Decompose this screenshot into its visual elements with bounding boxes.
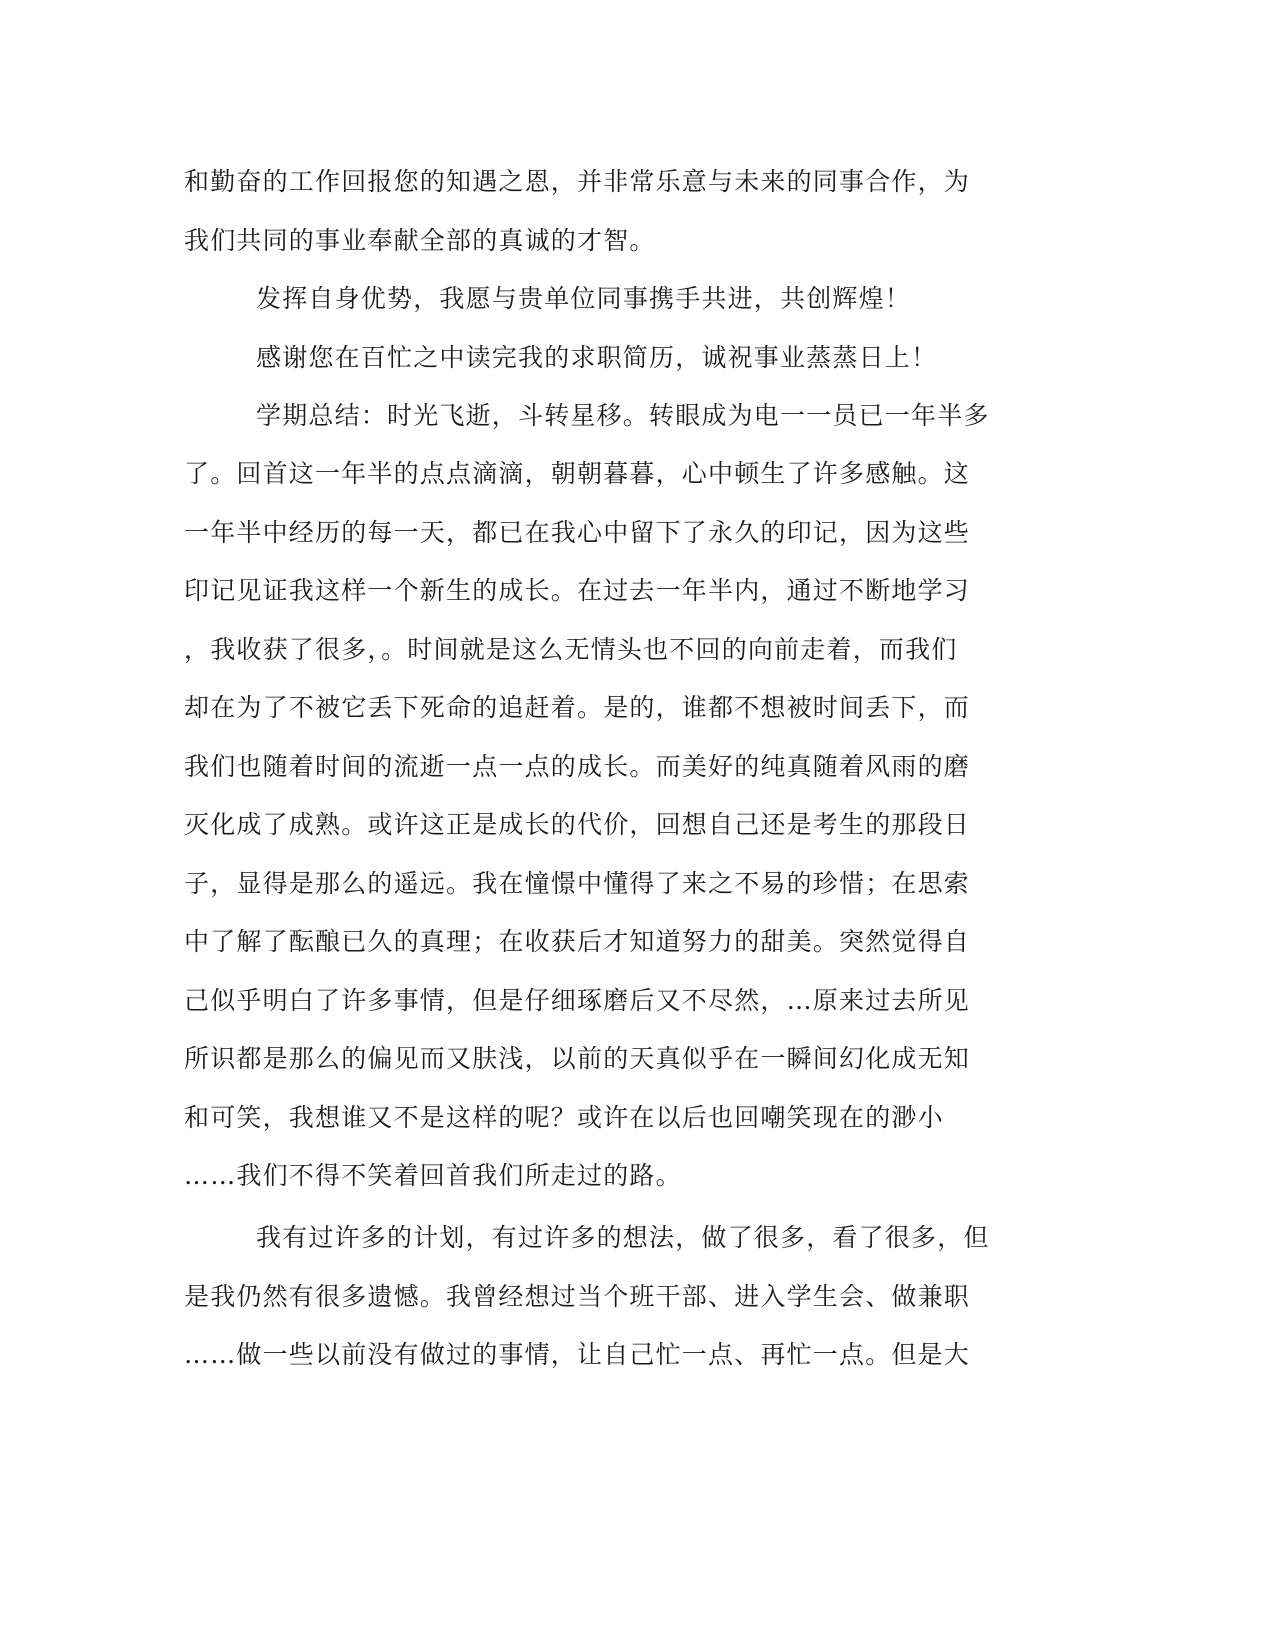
text-line: 我们共同的事业奉献全部的真诚的才智。 — [184, 226, 656, 255]
text-line: 子，显得是那么的遥远。我在憧憬中懂得了来之不易的珍惜；在思索 — [184, 869, 971, 898]
text-line: 一年半中经历的每一天，都已在我心中留下了永久的印记，因为这些 — [184, 518, 971, 547]
paragraph-line: 感谢您在百忙之中读完我的求职简历，诚祝事业蒸蒸日上！ — [256, 343, 938, 372]
text-line: 所识都是那么的偏见而又肤浅，以前的天真似乎在一瞬间幻化成无知 — [184, 1044, 971, 1073]
text-line: 是我仍然有很多遗憾。我曾经想过当个班干部、进入学生会、做兼职 — [184, 1282, 971, 1311]
text-line: 我们也随着时间的流逝一点一点的成长。而美好的纯真随着风雨的磨 — [184, 752, 971, 781]
text-line: ，我收获了很多，。时间就是这么无情头也不回的向前走着，而我们 — [184, 635, 958, 664]
text-line: 和勤奋的工作回报您的知遇之恩，并非常乐意与未来的同事合作，为 — [184, 167, 971, 196]
text-line: 和可笑，我想谁又不是这样的呢？或许在以后也回嘲笑现在的渺小 — [184, 1103, 944, 1132]
text-line: 灭化成了成熟。或许这正是成长的代价，回想自己还是考生的那段日 — [184, 810, 971, 839]
text-line: 己似乎明白了许多事情，但是仔细琢磨后又不尽然，…原来过去所见 — [184, 986, 971, 1015]
text-line: ……我们不得不笑着回首我们所走过的路。 — [184, 1161, 682, 1190]
text-line: ……做一些以前没有做过的事情，让自己忙一点、再忙一点。但是大 — [184, 1340, 971, 1369]
text-line: 中了解了酝酿已久的真理；在收获后才知道努力的甜美。突然觉得自 — [184, 927, 971, 956]
paragraph-line: 发挥自身优势，我愿与贵单位同事携手共进，共创辉煌！ — [256, 284, 912, 313]
text-line: 印记见证我这样一个新生的成长。在过去一年半内，通过不断地学习 — [184, 576, 971, 605]
text-line: 却在为了不被它丢下死命的追赶着。是的，谁都不想被时间丢下，而 — [184, 693, 971, 722]
paragraph-line: 我有过许多的计划，有过许多的想法，做了很多，看了很多，但 — [256, 1223, 990, 1252]
paragraph-line: 学期总结：时光飞逝，斗转星移。转眼成为电一一员已一年半多 — [256, 401, 990, 430]
text-line: 了。回首这一年半的点点滴滴，朝朝暮暮，心中顿生了许多感触。这 — [184, 459, 971, 488]
